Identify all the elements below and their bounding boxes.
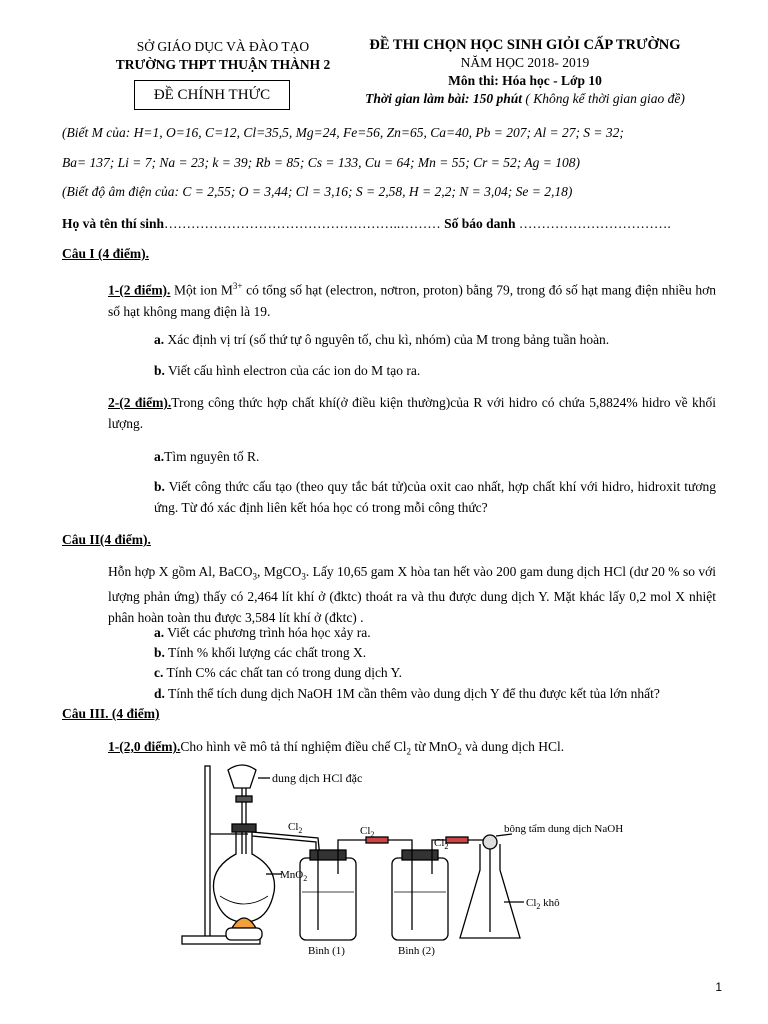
- q1-part1-b: [154, 360, 716, 381]
- q3-part1-sub-2: 2: [457, 746, 462, 757]
- apparatus-diagram: [170, 762, 650, 958]
- electronegativity-line: (Biết độ âm điện của: C = 2,55; O = 3,44; Cl = 3,16; S = 2,58, H = 2,2; N = 3,04; Se = 2,18): [62, 184, 573, 199]
- q2-c-text: Tính C% các chất tan có trong dung dịch Y.: [163, 665, 402, 680]
- question-1-title: Câu I (4 điểm).: [62, 246, 149, 261]
- q1-part2-text: Trong công thức hợp chất khí(ở điều kiện thường)của R với hidro có chứa 5,8824% hidro về khối lượng.: [108, 395, 717, 431]
- wash-bottle-1: [300, 858, 356, 940]
- alcohol-burner: [226, 928, 262, 940]
- q3-part1-sub: 2: [406, 746, 411, 757]
- dropping-funnel: [228, 765, 256, 788]
- funnel-stopcock: [236, 796, 252, 802]
- q3-part1: [108, 736, 716, 763]
- q2-c: [154, 662, 716, 683]
- label-bottle-1: Bình (1): [308, 945, 345, 957]
- time-note: ( Không kể thời gian giao đề): [525, 91, 685, 106]
- official-label: ĐỀ CHÍNH THỨC: [153, 86, 271, 103]
- page-number: 1: [715, 980, 722, 994]
- header-right: [330, 36, 720, 108]
- q2-sub-2: 3: [301, 571, 306, 582]
- q3-part1-text-a: Cho hình vẽ mô tả thí nghiệm điều chế Cl: [180, 739, 407, 754]
- q1-part1-b-label: b.: [154, 363, 165, 378]
- question-3-title: Câu III. (4 điểm): [62, 706, 160, 721]
- q2-d-label: d.: [154, 686, 165, 701]
- wash-bottle-2: [392, 858, 448, 940]
- q1-part2-b-text: Viết công thức cấu tạo (theo quy tắc bát tử)của oxit cao nhất, hợp chất khí với hidro, hidroxit tương ứng. Từ đó xác định liên kết hóa học có trong mỗi công thức?: [154, 479, 716, 515]
- q1-part2-b-label: b.: [154, 479, 165, 494]
- label-hcl: dung dịch HCl đặc: [272, 771, 363, 785]
- q2-b-label: b.: [154, 645, 165, 660]
- q2-d: [154, 683, 716, 704]
- q1-part1-superscript: 3+: [232, 281, 243, 291]
- q1-part2-a-text: Tìm nguyên tố R.: [164, 449, 260, 464]
- candidate-line: [62, 216, 716, 232]
- subject-line: Môn thi: Hóa học - Lớp 10: [448, 73, 602, 88]
- label-mno2: MnO$_2$: [280, 869, 308, 883]
- time-label: Thời gian làm bài: 150 phút: [365, 91, 523, 106]
- burner-flame: [232, 918, 256, 928]
- q3-part1-label: 1-(2,0 điểm).: [108, 739, 181, 754]
- label-cl2-dry: $Cl_2$ khô: [526, 897, 560, 911]
- q1-part2-b: [154, 476, 716, 518]
- q2-text-c: . Lấy 10,65 gam X hòa tan hết vào 200 gam dung dịch HCl (dư 20 % so với lượng phản ứng) thấy có 2,464 lít khí ở (đktc) thoát ra và thu được dung dịch Y. Mặt khác lấy 0,2 mol X nhiệt phân hoàn toàn thu được 3,584 lít khí ở (đktc) .: [108, 564, 717, 625]
- q2-c-label: c.: [154, 665, 164, 680]
- q1-part1-a: [154, 329, 716, 350]
- q2-sub-1: 3: [252, 571, 258, 582]
- q1-part2-a-label: a.: [154, 449, 165, 464]
- candidate-name-label: Họ và tên thí sinh: [62, 216, 165, 231]
- q1-part1-text-b: có tổng số hạt (electron, nơtron, proton) bằng 79, trong đó số hạt mang điện nhiều hơn số hạt không mang điện là 19.: [108, 282, 717, 319]
- header-left: [88, 38, 358, 74]
- q2-a: [154, 622, 716, 643]
- school-name: TRƯỜNG THPT THUẬN THÀNH 2: [115, 57, 331, 72]
- q2-b-text: Tính % khối lượng các chất trong X.: [164, 645, 367, 660]
- q2-text-b: , MgCO: [257, 564, 302, 579]
- cotton-wool: [483, 835, 497, 849]
- candidate-id-label: Số báo danh: [444, 216, 516, 231]
- q1-part1: [108, 276, 716, 322]
- label-bottle-2: Bình (2): [398, 945, 435, 957]
- q1-part2: [108, 392, 716, 434]
- q2-a-text: Viết các phương trình hóa học xảy ra.: [164, 625, 371, 640]
- label-naoh: bông tẩm dung dịch NaOH: [504, 823, 624, 835]
- label-cl2-b: $Cl_2$: [360, 825, 375, 839]
- q1-part1-b-text: Viết cấu hình electron của các ion do M tạo ra.: [164, 363, 421, 378]
- q1-part2-label: 2-(2 điểm).: [108, 395, 172, 410]
- q2-text-a: Hỗn hợp X gồm Al, BaCO: [108, 564, 253, 579]
- official-stamp-box: [134, 80, 290, 110]
- time-line: [330, 90, 720, 108]
- atomic-mass-line-2: Ba= 137; Li = 7; Na = 23; k = 39; Rb = 85; Cs = 133, Cu = 64; Mn = 55; Cr = 52; Ag = 108): [62, 155, 580, 170]
- exam-title: ĐỀ THI CHỌN HỌC SINH GIỎI CẤP TRƯỜNG: [369, 37, 681, 53]
- round-flask: [213, 828, 274, 922]
- atomic-mass-line-1: (Biết M của: H=1, O=16, C=12, Cl=35,5, Mg=24, Fe=56, Zn=65, Ca=40, Pb = 207; Al = 27; S = 32;: [62, 125, 624, 140]
- school-year: NĂM HỌC 2018- 2019: [460, 55, 590, 70]
- department-name: SỞ GIÁO DỤC VÀ ĐÀO TẠO: [136, 39, 310, 54]
- q2-d-text: Tính thể tích dung dịch NaOH 1M cần thêm vào dung dịch Y để thu được kết tủa lớn nhất?: [164, 686, 660, 701]
- flask-stopper: [232, 824, 256, 832]
- q1-part1-text-a: Một ion M: [170, 282, 233, 298]
- label-cl2-c: $Cl_2$: [434, 837, 449, 851]
- q2-a-label: a.: [154, 625, 165, 640]
- candidate-id-dots: …………………………….: [518, 216, 671, 231]
- q1-part2-a: [154, 446, 716, 467]
- q2-b: [154, 642, 716, 663]
- q3-part1-text-b: từ MnO: [410, 739, 458, 754]
- q1-part1-a-text: Xác định vị trí (số thứ tự ô nguyên tố, chu kì, nhóm) của M trong bảng tuần hoàn.: [164, 332, 610, 347]
- stand-rod: [205, 766, 210, 938]
- q1-part1-label: 1-(2 điểm).: [108, 282, 171, 298]
- label-cl2-a: $Cl_2$: [288, 821, 303, 835]
- question-2-title: Câu II(4 điểm).: [62, 532, 151, 547]
- candidate-name-dots: ……………………………………………..………: [164, 216, 441, 231]
- q3-part1-text-c: và dung dịch HCl.: [461, 739, 565, 754]
- q1-part1-a-label: a.: [154, 332, 165, 347]
- q2-text: [108, 562, 716, 628]
